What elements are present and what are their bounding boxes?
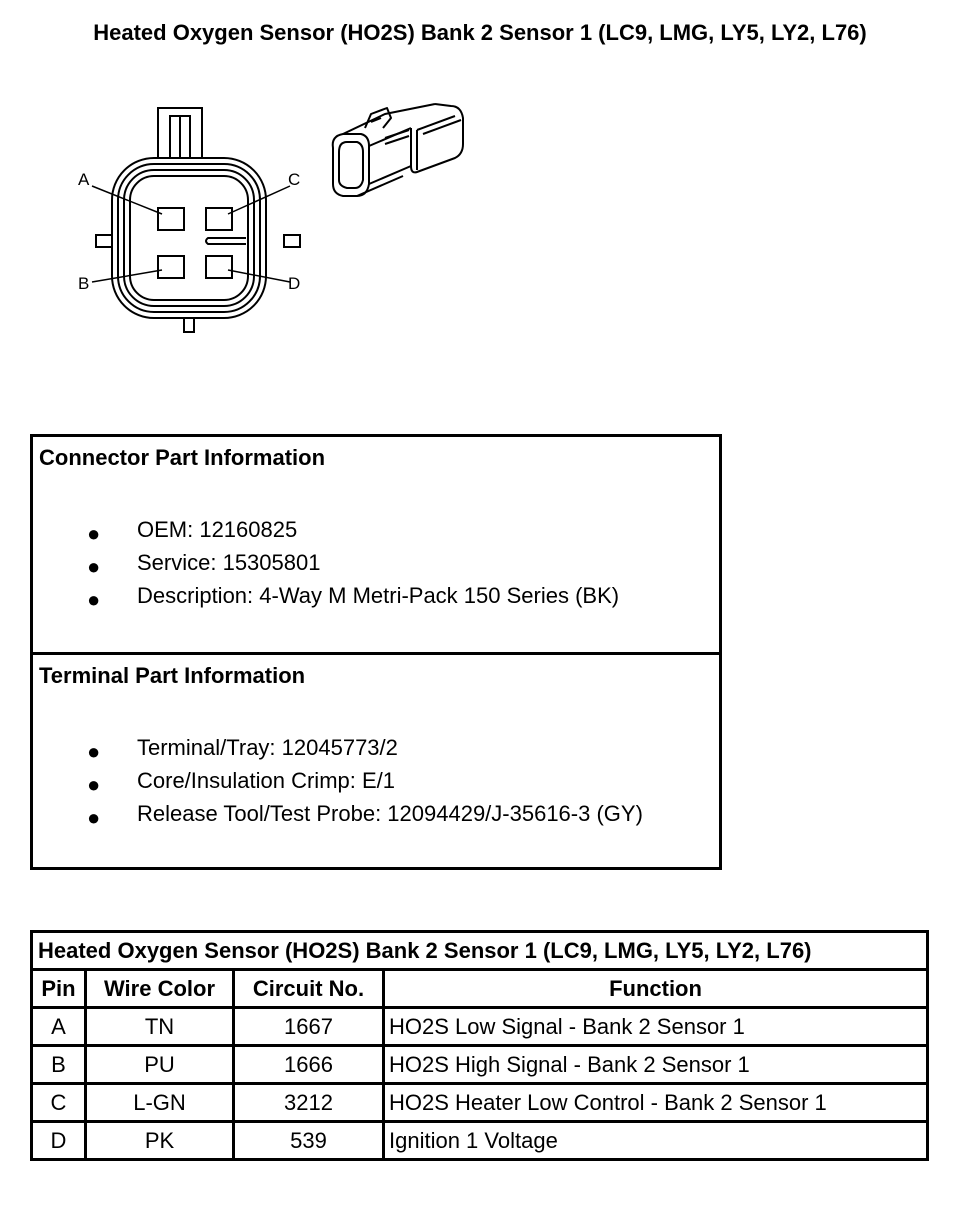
connector-part-info: Connector Part Information ● OEM: 12160825 ● Service: 15305801 ● Description: 4-Way M Metri-Pack 150 Series (BK) [33, 437, 719, 655]
connector-face-diagram [60, 100, 320, 340]
bullet-icon: ● [87, 521, 101, 546]
pin-label-d: D [288, 274, 301, 293]
wire-color-cell: TN [86, 1008, 234, 1046]
circuit-cell: 3212 [234, 1084, 384, 1122]
function-cell: HO2S High Signal - Bank 2 Sensor 1 [384, 1046, 928, 1084]
table-header-row [32, 970, 928, 1008]
pin-label-a: A [78, 170, 90, 189]
bullet-icon: ● [87, 739, 101, 764]
table-row [32, 1046, 928, 1084]
pin-cell: B [32, 1046, 86, 1084]
table-row [32, 1122, 928, 1160]
bullet-icon: ● [87, 805, 101, 830]
part-information-box [30, 434, 722, 870]
wire-color-cell: PK [86, 1122, 234, 1160]
function-cell: HO2S Heater Low Control - Bank 2 Sensor 1 [384, 1084, 928, 1122]
circuit-cell: 539 [234, 1122, 384, 1160]
table-row [32, 1084, 928, 1122]
pin-label-b: B [78, 274, 90, 293]
connector-3d-illustration [325, 100, 475, 210]
pin-cell: D [32, 1122, 86, 1160]
pin-cell: C [32, 1084, 86, 1122]
connector-part-info-heading: Connector Part Information [39, 445, 326, 470]
column-header: Function [384, 970, 928, 1008]
column-header: Circuit No. [234, 970, 384, 1008]
circuit-cell: 1667 [234, 1008, 384, 1046]
function-cell: Ignition 1 Voltage [384, 1122, 928, 1160]
column-header: Pin [32, 970, 86, 1008]
bullet-icon: ● [87, 587, 101, 612]
pin-table-title: Heated Oxygen Sensor (HO2S) Bank 2 Sensor 1 (LC9, LMG, LY5, LY2, L76) [32, 932, 928, 970]
terminal-part-info-heading: Terminal Part Information [39, 663, 306, 688]
pin-a-cavity [158, 208, 184, 230]
pin-label-c: C [288, 170, 301, 189]
pin-table [30, 930, 929, 1161]
pin-c-cavity [206, 208, 232, 230]
terminal-part-info: Terminal Part Information ● Terminal/Tray: 12045773/2 ● Core/Insulation Crimp: E/1 ● Release Tool/Test Probe: 12094429/J-35616-3 (GY) [39, 663, 643, 830]
wire-color-cell: PU [86, 1046, 234, 1084]
table-row [32, 1008, 928, 1046]
circuit-cell: 1666 [234, 1046, 384, 1084]
pin-d-cavity [206, 256, 232, 278]
bullet-icon: ● [87, 772, 101, 797]
bullet-icon: ● [87, 554, 101, 579]
page-title: Heated Oxygen Sensor (HO2S) Bank 2 Sensor 1 (LC9, LMG, LY5, LY2, L76) [93, 20, 867, 45]
function-cell: HO2S Low Signal - Bank 2 Sensor 1 [384, 1008, 928, 1046]
column-header: Wire Color [86, 970, 234, 1008]
pin-cell: A [32, 1008, 86, 1046]
pin-b-cavity [158, 256, 184, 278]
wire-color-cell: L-GN [86, 1084, 234, 1122]
